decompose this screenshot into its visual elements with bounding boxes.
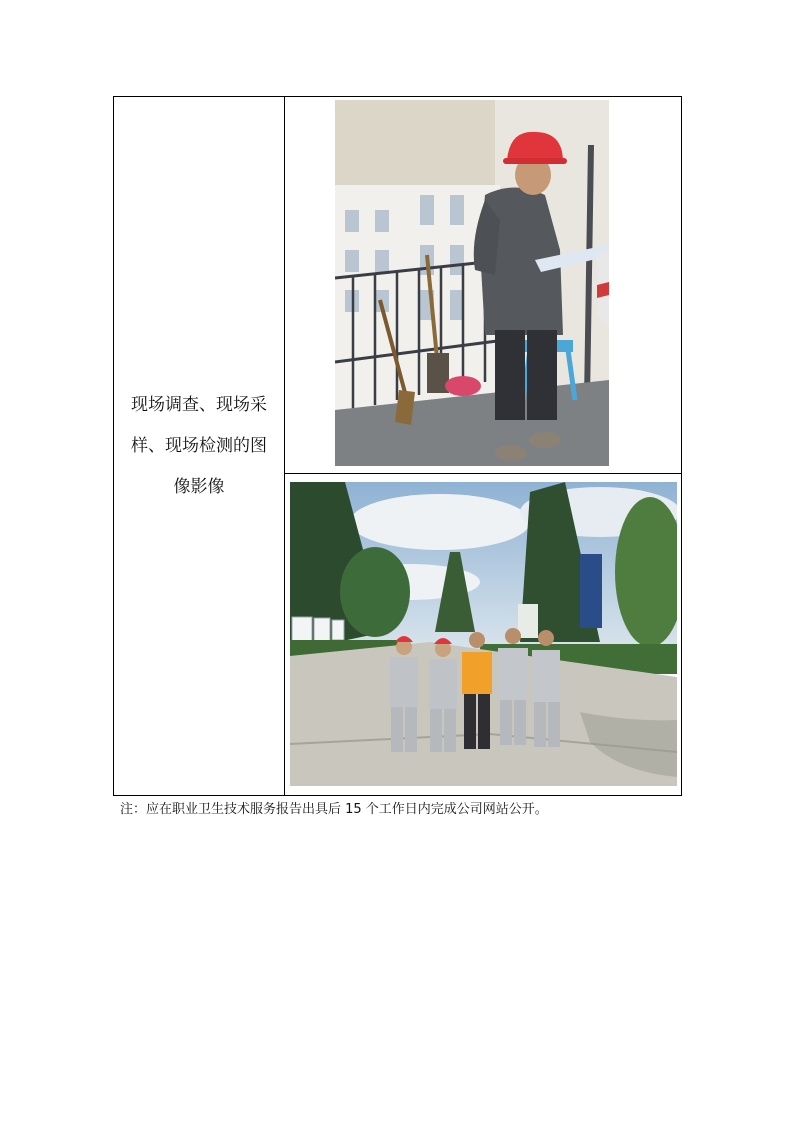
table-divider-horizontal: [285, 473, 681, 474]
row-label: [119, 385, 279, 508]
row-label-line-1: 现场调查、现场采: [131, 394, 267, 415]
table-divider-vertical: [284, 97, 285, 795]
row-label-line-3: 像影像: [173, 476, 225, 497]
row-label-cell: [114, 97, 284, 795]
footnote: 注：应在职业卫生技术服务报告出具后 15 个工作日内完成公司网站公开。: [120, 802, 548, 817]
row-label-line-2: 样、现场检测的图: [131, 435, 267, 456]
team-group-photo: [290, 482, 677, 786]
site-investigation-photo: [335, 100, 609, 466]
photo-table: [113, 96, 682, 796]
